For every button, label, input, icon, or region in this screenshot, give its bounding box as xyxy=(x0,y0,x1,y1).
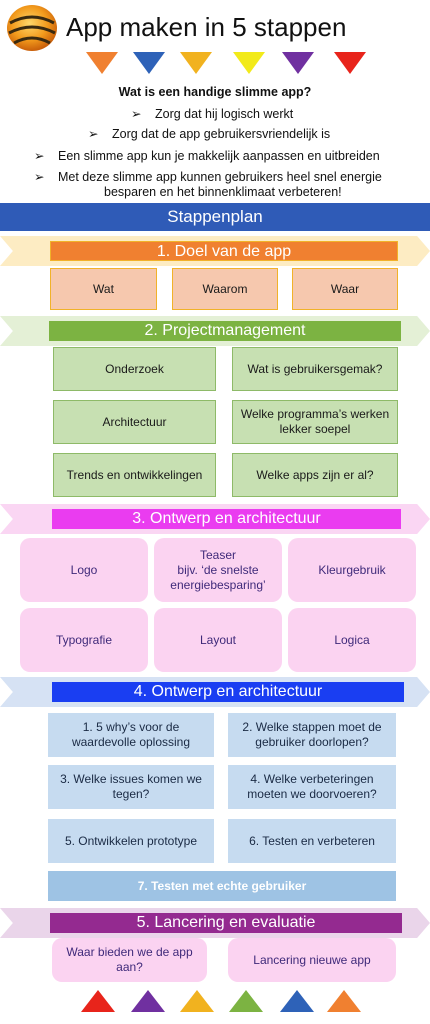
phase-4-item: 4. Welke verbeteringen moeten we doorvoeren? xyxy=(228,765,396,809)
intro-bullet: ➢ Zorg dat hij logisch werkt xyxy=(131,107,294,121)
phase-3-item: Typografie xyxy=(20,608,148,672)
intro-bullet: ➢ Een slimme app kun je makkelijk aanpassen en uitbreiden xyxy=(34,149,380,163)
arrow-bullet-icon: ➢ xyxy=(34,149,45,163)
triangle-red xyxy=(334,52,366,74)
triangle-green xyxy=(229,990,263,1012)
arrow-bullet-icon: ➢ xyxy=(34,170,45,184)
phase-3-item: Logo xyxy=(20,538,148,602)
triangle-red xyxy=(81,990,115,1012)
triangle-amber xyxy=(180,990,214,1012)
triangle-purple xyxy=(131,990,165,1012)
triangle-purple xyxy=(282,52,314,74)
phase-4-item: 3. Welke issues komen we tegen? xyxy=(48,765,214,809)
phase-3-item: Logica xyxy=(288,608,416,672)
intro-question: Wat is een handige slimme app? xyxy=(118,85,312,99)
triangle-orange xyxy=(86,52,118,74)
phase-4-title: 4. Ontwerp en architectuur xyxy=(52,682,404,702)
phase-3-item: Teaser bijv. ‘de snelste energiebesparing’ xyxy=(154,538,282,602)
triangle-blue xyxy=(133,52,165,74)
phase-2-item: Onderzoek xyxy=(53,347,216,391)
phase-3-item: Layout xyxy=(154,608,282,672)
triangle-orange xyxy=(327,990,361,1012)
phase-2-item: Architectuur xyxy=(53,400,216,444)
plan-title: Stappenplan xyxy=(0,203,430,231)
intro-bullet: ➢ Met deze slimme app kunnen gebruikers heel snel energie besparen en het binnenklimaat verbeteren! xyxy=(34,170,382,199)
phase-2-title: 2. Projectmanagement xyxy=(49,321,401,341)
phase-1-item: Waar xyxy=(292,268,398,310)
triangle-yellow xyxy=(233,52,265,74)
logo-icon xyxy=(4,3,60,53)
phase-2-item: Wat is gebruikersgemak? xyxy=(232,347,398,391)
arrow-bullet-icon: ➢ xyxy=(131,107,142,121)
phase-1-item: Waarom xyxy=(172,268,278,310)
phase-5-title: 5. Lancering en evaluatie xyxy=(50,913,402,933)
phase-1-item: Wat xyxy=(50,268,157,310)
phase-5-item: Waar bieden we de app aan? xyxy=(52,938,207,982)
phase-3-title: 3. Ontwerp en architectuur xyxy=(52,509,401,529)
triangle-amber xyxy=(180,52,212,74)
phase-2-item: Welke apps zijn er al? xyxy=(232,453,398,497)
phase-4-item: 5. Ontwikkelen prototype xyxy=(48,819,214,863)
arrow-bullet-icon: ➢ xyxy=(88,127,99,141)
phase-2-item: Welke programma’s werken lekker soepel xyxy=(232,400,398,444)
intro-bullet: ➢ Zorg dat de app gebruikersvriendelijk is xyxy=(88,127,331,141)
phase-4-item: 2. Welke stappen moet de gebruiker doorlopen? xyxy=(228,713,396,757)
phase-4-item: 6. Testen en verbeteren xyxy=(228,819,396,863)
phase-4-item-wide: 7. Testen met echte gebruiker xyxy=(48,871,396,901)
phase-3-item: Kleurgebruik xyxy=(288,538,416,602)
triangle-blue xyxy=(280,990,314,1012)
page-title: App maken in 5 stappen xyxy=(66,12,347,42)
phase-1-title: 1. Doel van de app xyxy=(50,241,398,261)
phase-5-item: Lancering nieuwe app xyxy=(228,938,396,982)
phase-2-item: Trends en ontwikkelingen xyxy=(53,453,216,497)
phase-4-item: 1. 5 why’s voor de waardevolle oplossing xyxy=(48,713,214,757)
